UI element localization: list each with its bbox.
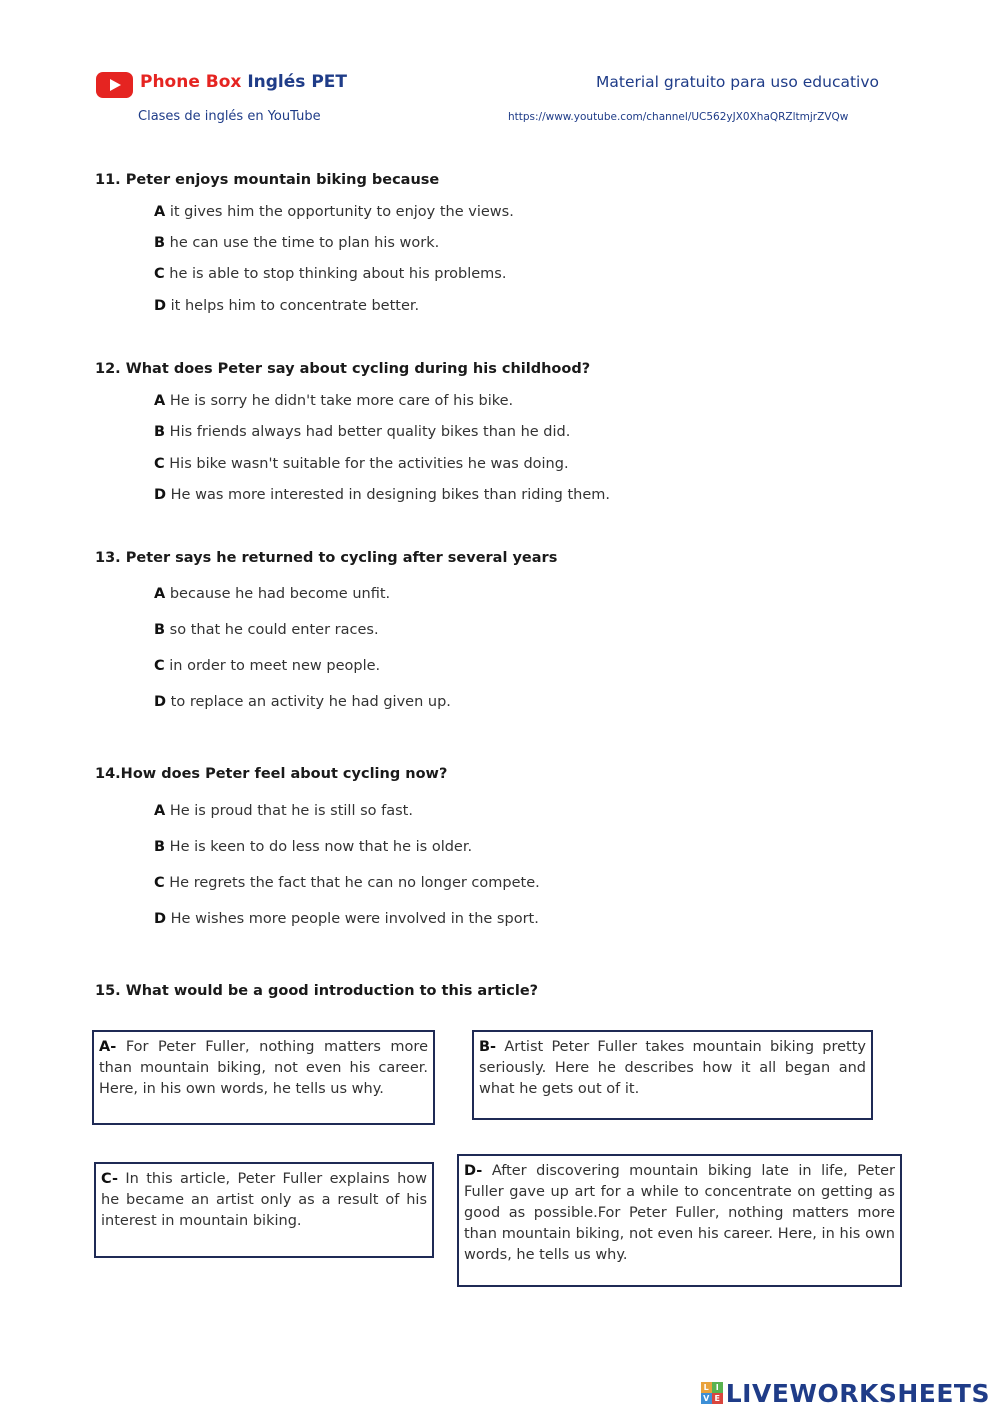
- option-letter: A-: [99, 1039, 117, 1055]
- option-letter: D: [154, 911, 167, 927]
- youtube-logo-icon: [96, 72, 133, 98]
- liveworksheets-logo: [701, 1378, 990, 1408]
- question-13-option-c[interactable]: [154, 658, 380, 674]
- intro-option-c-box[interactable]: [94, 1162, 434, 1258]
- option-text: in order to meet new people.: [169, 658, 381, 674]
- question-12-option-b[interactable]: [154, 424, 570, 440]
- liveworksheets-mark-icon: [701, 1382, 723, 1404]
- option-letter: B-: [479, 1039, 497, 1055]
- question-11-option-b[interactable]: [154, 235, 439, 251]
- option-text: After discovering mountain biking late in life, Peter Fuller gave up art for a while to concentrate on getting as good as possible.For Peter Fuller, nothing matters more than mountain biking, not even his career. Here, in his own words, he tells us why.: [464, 1163, 895, 1263]
- logo-letter: E: [712, 1393, 723, 1404]
- option-text: He is proud that he is still so fast.: [169, 803, 413, 819]
- question-11-option-a[interactable]: [154, 204, 514, 220]
- option-letter: C: [154, 456, 165, 472]
- option-letter: C: [154, 875, 165, 891]
- option-letter: B: [154, 424, 166, 440]
- option-letter: A: [154, 393, 166, 409]
- question-12-option-a[interactable]: [154, 393, 513, 409]
- question-13-option-b[interactable]: [154, 622, 379, 638]
- question-14-option-b[interactable]: [154, 839, 472, 855]
- option-letter: D: [154, 298, 167, 314]
- option-text: His bike wasn't suitable for the activities he was doing.: [169, 456, 569, 472]
- material-notice: Material gratuito para uso educativo: [596, 73, 880, 91]
- question-13-title: 13. Peter says he returned to cycling after several years: [95, 550, 558, 566]
- question-11-option-d[interactable]: [154, 298, 419, 314]
- option-text: He is keen to do less now that he is older.: [169, 839, 473, 855]
- channel-url[interactable]: https://www.youtube.com/channel/UC562yJX0XhaQRZltmjrZVQw: [508, 111, 849, 123]
- option-letter: A: [154, 586, 166, 602]
- brand-title: [140, 72, 347, 92]
- option-text: so that he could enter races.: [169, 622, 379, 638]
- logo-letter: I: [712, 1382, 723, 1393]
- option-text: In this article, Peter Fuller explains how he became an artist only as a result of his interest in mountain biking.: [101, 1171, 428, 1229]
- logo-letter: V: [701, 1393, 712, 1404]
- question-11-option-c[interactable]: [154, 266, 506, 282]
- brand-subtitle: Clases de inglés en YouTube: [138, 109, 321, 124]
- option-text: because he had become unfit.: [169, 586, 391, 602]
- question-11-title: 11. Peter enjoys mountain biking because: [95, 172, 440, 188]
- option-letter: B: [154, 235, 166, 251]
- question-14-option-d[interactable]: [154, 911, 539, 927]
- option-text: he is able to stop thinking about his problems.: [169, 266, 507, 282]
- option-letter: C: [154, 266, 165, 282]
- option-letter: D: [154, 487, 167, 503]
- option-text: He was more interested in designing bikes than riding them.: [170, 487, 611, 503]
- option-letter: A: [154, 204, 166, 220]
- question-12-option-c[interactable]: [154, 456, 569, 472]
- question-12-title: 12. What does Peter say about cycling during his childhood?: [95, 361, 591, 377]
- option-text: He wishes more people were involved in the sport.: [170, 911, 539, 927]
- liveworksheets-wordmark: LIVEWORKSHEETS: [725, 1378, 990, 1408]
- question-14-title: 14.How does Peter feel about cycling now?: [95, 766, 448, 782]
- option-letter: D: [154, 694, 167, 710]
- option-letter: C-: [101, 1171, 118, 1187]
- question-13-option-d[interactable]: [154, 694, 451, 710]
- option-letter: B: [154, 622, 166, 638]
- question-14-option-c[interactable]: [154, 875, 540, 891]
- question-13-option-a[interactable]: [154, 586, 390, 602]
- intro-option-a-box[interactable]: [92, 1030, 435, 1125]
- option-text: He is sorry he didn't take more care of his bike.: [169, 393, 514, 409]
- option-text: For Peter Fuller, nothing matters more than mountain biking, not even his career. Here, in his own words, he tells us why.: [99, 1039, 428, 1097]
- intro-option-b-box[interactable]: [472, 1030, 873, 1120]
- question-15-title: 15. What would be a good introduction to this article?: [95, 983, 539, 999]
- option-text: he can use the time to plan his work.: [169, 235, 440, 251]
- option-letter: C: [154, 658, 165, 674]
- option-text: it helps him to concentrate better.: [170, 298, 420, 314]
- option-text: He regrets the fact that he can no longer compete.: [169, 875, 540, 891]
- option-text: His friends always had better quality bikes than he did.: [169, 424, 571, 440]
- option-letter: B: [154, 839, 166, 855]
- question-12-option-d[interactable]: [154, 487, 610, 503]
- option-letter: A: [154, 803, 166, 819]
- intro-option-d-box[interactable]: [457, 1154, 902, 1287]
- option-text: it gives him the opportunity to enjoy the views.: [169, 204, 514, 220]
- brand-name-blue: Inglés PET: [247, 72, 347, 92]
- option-text: Artist Peter Fuller takes mountain biking pretty seriously. Here he describes how it all began and what he gets out of it.: [479, 1039, 866, 1097]
- logo-letter: L: [701, 1382, 712, 1393]
- option-letter: D-: [464, 1163, 483, 1179]
- option-text: to replace an activity he had given up.: [170, 694, 451, 710]
- brand-name-red: Phone Box: [140, 72, 242, 92]
- question-14-option-a[interactable]: [154, 803, 413, 819]
